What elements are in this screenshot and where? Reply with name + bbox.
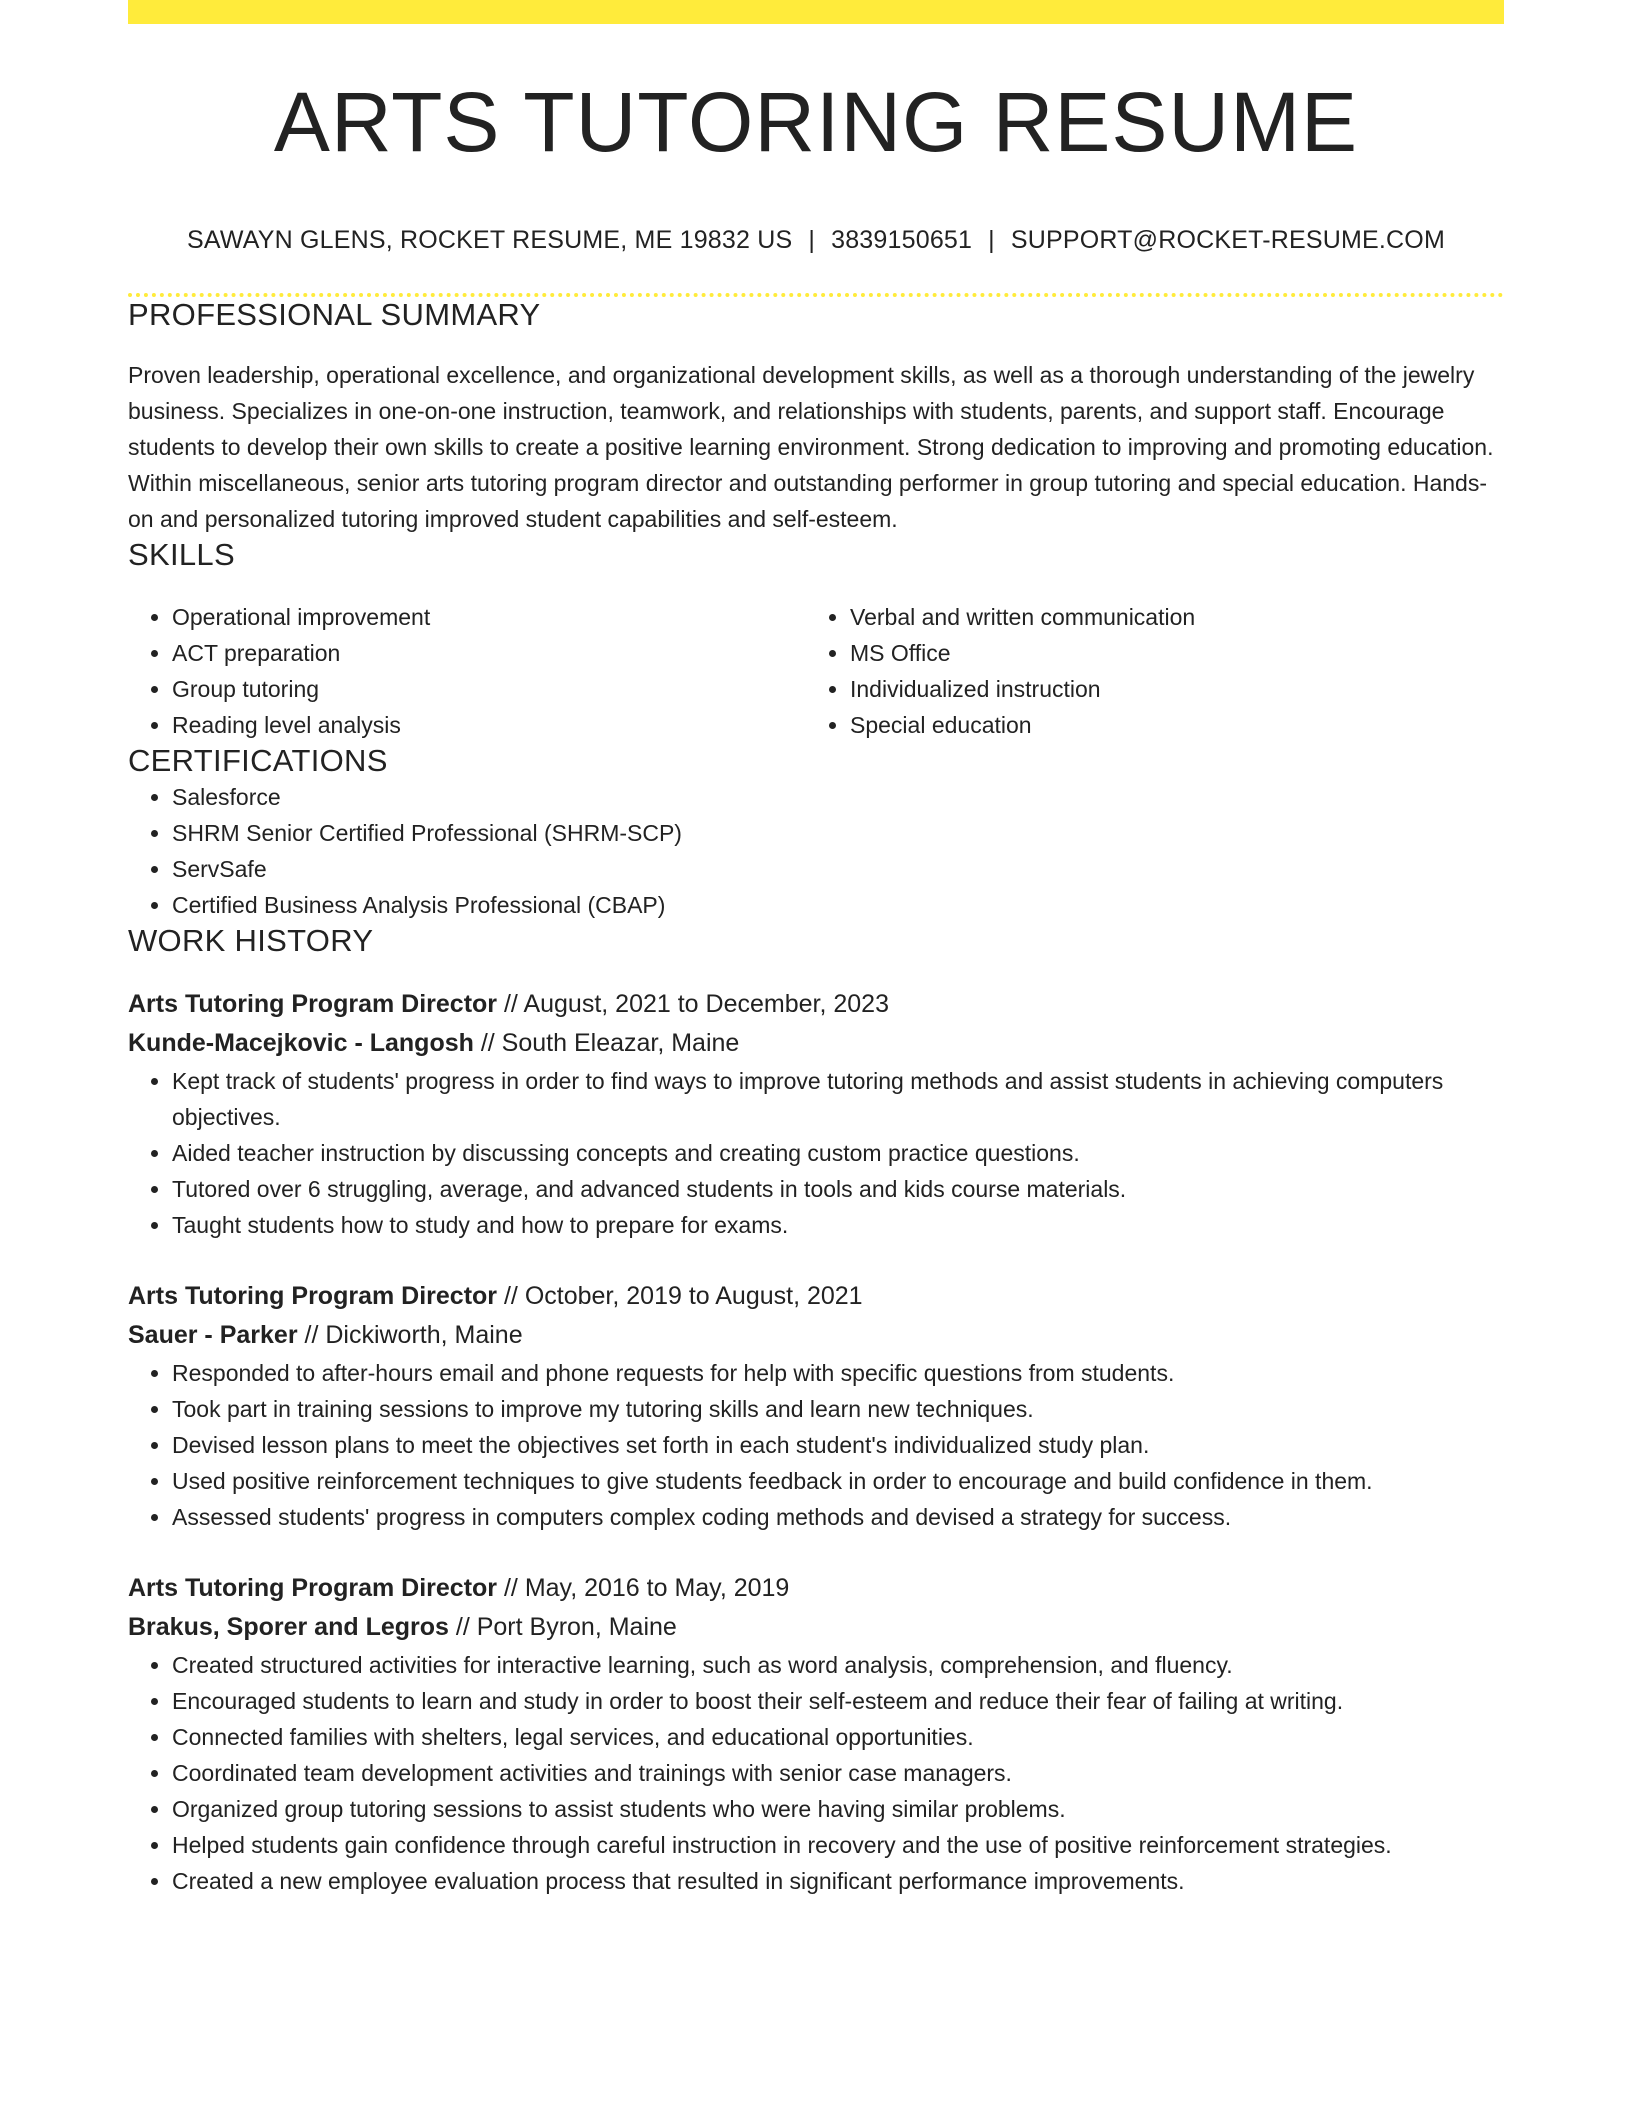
skills-grid <box>128 599 1504 743</box>
job-company: Kunde-Macejkovic - Langosh <box>128 1029 474 1057</box>
job-title-line <box>128 1569 1504 1608</box>
certification-item: • SHRM Senior Certified Professional (SHRM-SCP) <box>172 815 1504 851</box>
job-bullet: • Took part in training sessions to improve my tutoring skills and learn new techniques. <box>172 1391 1504 1427</box>
job-bullet: • Created a new employee evaluation process that resulted in significant performance improvements. <box>172 1863 1504 1899</box>
skills-heading: SKILLS <box>128 537 235 572</box>
skill-item: • Reading level analysis <box>172 707 806 743</box>
job-company-line <box>128 1024 1504 1063</box>
job-bullet: • Taught students how to study and how to prepare for exams. <box>172 1207 1504 1243</box>
job-dates: // October, 2019 to August, 2021 <box>503 1282 863 1310</box>
contact-separator: | <box>988 226 995 254</box>
job-location: // Port Byron, Maine <box>455 1613 677 1641</box>
job-bullet: • Tutored over 6 struggling, average, and advanced students in tools and kids course materials. <box>172 1171 1504 1207</box>
job-entry <box>128 1569 1504 1899</box>
job-dates: // May, 2016 to May, 2019 <box>503 1574 790 1602</box>
job-bullet: • Created structured activities for interactive learning, such as word analysis, comprehension, and fluency. <box>172 1647 1504 1683</box>
job-title-line <box>128 1277 1504 1316</box>
job-company-line <box>128 1316 1504 1355</box>
job-bullet: • Responded to after-hours email and phone requests for help with specific questions from students. <box>172 1355 1504 1391</box>
contact-address: SAWAYN GLENS, ROCKET RESUME, ME 19832 US <box>187 226 793 254</box>
certification-item: • Certified Business Analysis Professional (CBAP) <box>172 887 1504 923</box>
job-title: Arts Tutoring Program Director <box>128 1282 498 1310</box>
skills-column-left <box>128 599 806 743</box>
job-company-line <box>128 1608 1504 1647</box>
certification-item: • ServSafe <box>172 851 1504 887</box>
skill-item: • Special education <box>850 707 1484 743</box>
summary-heading: PROFESSIONAL SUMMARY <box>128 297 541 332</box>
job-title-line <box>128 985 1504 1024</box>
skill-item: • Operational improvement <box>172 599 806 635</box>
job-bullet: • Assessed students' progress in computers complex coding methods and devised a strategy for success. <box>172 1499 1504 1535</box>
job-bullets <box>128 1647 1504 1899</box>
contact-phone[interactable]: 3839150651 <box>831 226 973 254</box>
job-dates: // August, 2021 to December, 2023 <box>503 990 889 1018</box>
job-location: // South Eleazar, Maine <box>480 1029 740 1057</box>
job-company: Brakus, Sporer and Legros <box>128 1613 449 1641</box>
job-company: Sauer - Parker <box>128 1321 298 1349</box>
job-title: Arts Tutoring Program Director <box>128 990 498 1018</box>
resume-page <box>128 0 1504 1899</box>
contact-line <box>128 226 1504 255</box>
job-title: Arts Tutoring Program Director <box>128 1574 498 1602</box>
resume-title: ARTS TUTORING RESUME <box>273 75 1359 169</box>
job-entry <box>128 1277 1504 1535</box>
job-bullet: • Devised lesson plans to meet the objectives set forth in each student's individualized study plan. <box>172 1427 1504 1463</box>
contact-separator: | <box>808 226 816 254</box>
job-bullets <box>128 1063 1504 1243</box>
summary-text: Proven leadership, operational excellence, and organizational development skills, as well as a thorough understanding of the jewelry business. Specializes in one-on-one instruction, teamwork, and relationships with students, parents, and support staff. Encourage students to develop their own skills to create a positive learning environment. Strong dedication to improving and promoting education. Within miscellaneous, senior arts tutoring program director and outstanding performer in group tutoring and special education. Hands-on and personalized tutoring improved student capabilities and self-esteem. <box>128 362 1494 532</box>
work-history-heading: WORK HISTORY <box>128 923 374 958</box>
job-entry <box>128 985 1504 1243</box>
job-bullet: • Kept track of students' progress in order to find ways to improve tutoring methods and assist students in achieving computers objectives. <box>172 1063 1504 1135</box>
certifications-list <box>128 779 1504 923</box>
job-bullet: • Connected families with shelters, legal services, and educational opportunities. <box>172 1719 1504 1755</box>
job-bullet: • Helped students gain confidence through careful instruction in recovery and the use of positive reinforcement strategies. <box>172 1827 1504 1863</box>
contact-email[interactable]: SUPPORT@ROCKET-RESUME.COM <box>1010 226 1445 254</box>
skills-list-right <box>806 599 1484 743</box>
certification-item: • Salesforce <box>172 779 1504 815</box>
job-bullets <box>128 1355 1504 1535</box>
skills-column-right <box>806 599 1484 743</box>
skill-item: • MS Office <box>850 635 1484 671</box>
certifications-heading: CERTIFICATIONS <box>128 743 388 778</box>
job-location: // Dickiworth, Maine <box>304 1321 523 1349</box>
skill-item: • Group tutoring <box>172 671 806 707</box>
job-bullet: • Encouraged students to learn and study in order to boost their self-esteem and reduce their fear of failing at writing. <box>172 1683 1504 1719</box>
skill-item: • Individualized instruction <box>850 671 1484 707</box>
job-bullet: • Aided teacher instruction by discussing concepts and creating custom practice questions. <box>172 1135 1504 1171</box>
skill-item: • ACT preparation <box>172 635 806 671</box>
job-bullet: • Used positive reinforcement techniques to give students feedback in order to encourage and build confidence in them. <box>172 1463 1504 1499</box>
job-bullet: • Organized group tutoring sessions to assist students who were having similar problems. <box>172 1791 1504 1827</box>
skill-item: • Verbal and written communication <box>850 599 1484 635</box>
skills-list-left <box>128 599 806 743</box>
accent-bar <box>128 0 1504 24</box>
job-bullet: • Coordinated team development activities and trainings with senior case managers. <box>172 1755 1504 1791</box>
